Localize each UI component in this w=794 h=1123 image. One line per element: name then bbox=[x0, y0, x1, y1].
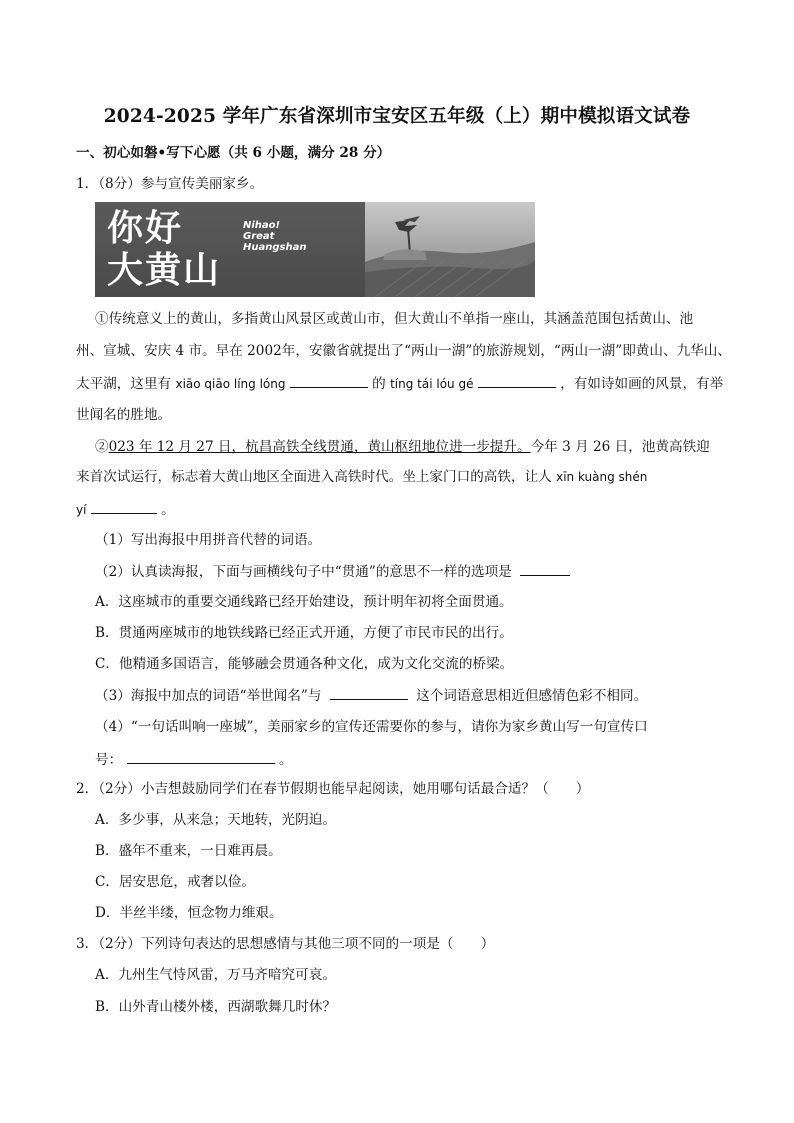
question-3-stem: 3．（2分）下列诗句表达的思想感情与其他三项不同的一项是（ ） bbox=[76, 936, 495, 952]
subquestion-3-text-b: 这个词语意思相近但感情色彩不相同。 bbox=[416, 688, 648, 704]
answer-blank-3[interactable] bbox=[91, 499, 157, 514]
banner-title-line2: 大黄山 bbox=[107, 250, 222, 291]
subquestion-3-text-a: （3）海报中加点的词语“举世闻名”与 bbox=[95, 688, 322, 704]
section-heading: 一、初心如磐•写下心愿（共 6 小题，满分 28 分） bbox=[76, 145, 391, 161]
passage-1-text-3c: ，有如诗如画的风景，有举 bbox=[560, 376, 724, 392]
banner-title-line1: 你好 bbox=[107, 208, 184, 249]
option-2b: B．贯通两座城市的地铁线路已经正式开通，方便了市民市民的出行。 bbox=[95, 625, 513, 641]
option-2c: C．他精通多国语言，能够融会贯通各种文化，成为文化交流的桥梁。 bbox=[95, 656, 514, 672]
question-2-option-b: B．盛年不重来，一日难再晨。 bbox=[95, 843, 282, 859]
passage-1-text-1: ①传统意义上的黄山，多指黄山风景区或黄山市，但大黄山不单指一座山，其涵盖范围包括黄山、池 bbox=[95, 311, 694, 327]
passage-1-line-1 bbox=[95, 309, 693, 329]
subquestion-3 bbox=[95, 685, 647, 706]
question-2-option-d: D．半丝半缕，恒念物力维艰。 bbox=[95, 905, 283, 921]
passage-2-line-2 bbox=[76, 467, 647, 487]
answer-blank-1[interactable] bbox=[290, 373, 368, 388]
answer-blank-4[interactable] bbox=[520, 561, 570, 576]
passage-2-line-3 bbox=[76, 499, 175, 520]
question-2-option-a: A．多少事，从来急；天地转，光阴迫。 bbox=[95, 812, 336, 828]
option-2a: A．这座城市的重要交通线路已经开始建设，预计明年初将全面贯通。 bbox=[95, 594, 513, 610]
passage-2-end: 。 bbox=[161, 502, 175, 518]
question-3-option-a: A．九州生气恃风雷，万马齐喑究可哀。 bbox=[95, 967, 336, 983]
passage-2-marker: ② bbox=[95, 439, 109, 455]
answer-blank-2[interactable] bbox=[478, 373, 556, 388]
subquestion-4-end: 。 bbox=[278, 752, 293, 768]
pinyin-prompt-3b: yí bbox=[76, 503, 87, 517]
banner-mountain-photo bbox=[365, 202, 535, 297]
subquestion-4-line-1: （4）“一句话叫响一座城”，美丽家乡的宣传还需要你的参与，请你为家乡黄山写一句宣传口 bbox=[95, 719, 648, 735]
huangshan-banner-image bbox=[95, 202, 535, 297]
passage-1-text-3a: 太平湖，这里有 bbox=[76, 376, 172, 392]
banner-subtitle-line1: Nihao! bbox=[243, 220, 281, 231]
answer-blank-6[interactable] bbox=[127, 749, 275, 764]
passage-2-text-2: 来首次试运行，标志着大黄山地区全面进入高铁时代。坐上家门口的高铁，让人 bbox=[76, 469, 552, 485]
question-1-stem: 1．（8分）参与宣传美丽家乡。 bbox=[76, 176, 264, 192]
banner-subtitle-line3: Huangshan bbox=[243, 242, 307, 253]
mountain-pine-graphic bbox=[365, 202, 535, 297]
banner-subtitle-line2: Great bbox=[243, 231, 275, 242]
passage-1-text-3b: 的 bbox=[372, 376, 386, 392]
pinyin-prompt-1: xiāo qiāo líng lóng bbox=[175, 377, 286, 391]
underlined-sentence: 023 年 12 月 27 日，杭昌高铁全线贯通，黄山枢纽地位进一步提升。 bbox=[108, 439, 531, 455]
subquestion-2 bbox=[95, 561, 570, 582]
subquestion-2-text: （2）认真读海报，下面与画横线句子中“贯通”的意思不一样的选项是 bbox=[95, 564, 512, 580]
subquestion-1: （1）写出海报中用拼音代替的词语。 bbox=[95, 532, 322, 548]
question-2-stem: 2．（2分）小吉想鼓励同学们在春节假期也能早起阅读，她用哪句话最合适？（ ） bbox=[76, 781, 590, 797]
pinyin-prompt-3: xīn kuàng shén bbox=[556, 470, 648, 484]
passage-1-line-2: 州、宣城、安庆 4 市。早在 2002年，安徽省就提出了“两山一湖”的旅游规划，“两山一湖”即黄山、九华山、 bbox=[76, 343, 731, 359]
answer-blank-5[interactable] bbox=[330, 685, 408, 700]
subquestion-4-line-2 bbox=[95, 749, 292, 770]
passage-1-line-3 bbox=[76, 373, 723, 394]
passage-2-line-1 bbox=[95, 437, 710, 457]
question-3-option-b: B．山外青山楼外楼，西湖歌舞几时休？ bbox=[95, 999, 337, 1015]
pinyin-prompt-2: tíng tái lóu gé bbox=[390, 377, 474, 391]
subquestion-4-label: 号： bbox=[95, 752, 123, 768]
page-title: 2024-2025 学年广东省深圳市宝安区五年级（上）期中模拟语文试卷 bbox=[103, 106, 691, 127]
passage-2-text-1: 今年 3 月 26 日，池黄高铁迎 bbox=[530, 439, 710, 455]
question-2-option-c: C．居安思危，戒奢以俭。 bbox=[95, 874, 255, 890]
passage-1-line-4: 世闻名的胜地。 bbox=[76, 407, 172, 423]
